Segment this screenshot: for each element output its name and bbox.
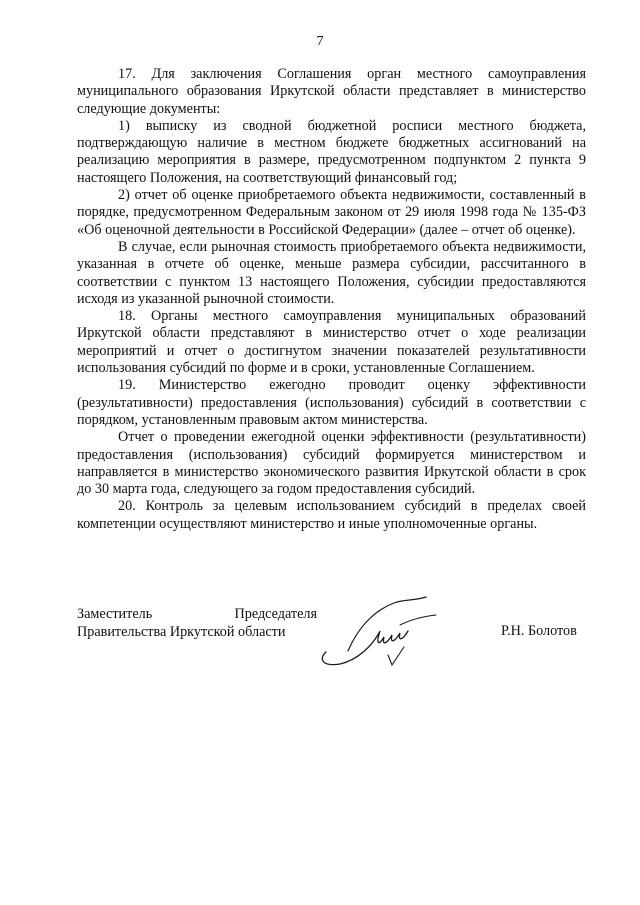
paragraph-assessment-report: Отчет о проведении ежегодной оценки эффективности (результативности) предоставления (использования) субсидий формируется министерством и направляется в министерство экономического развития Иркутской области в срок до 30 марта года, следующего за годом предоставления субсидий. [77, 429, 586, 498]
paragraph-19: 19. Министерство ежегодно проводит оценку эффективности (результативности) предоставления (использования) субсидий в соответствии с порядком, установленным правовым актом министерства. [77, 377, 586, 428]
signatory-title-line2: Правительства Иркутской области [77, 623, 286, 640]
paragraph-20: 20. Контроль за целевым использованием субсидий в пределах своей компетенции осуществляют министерство и иные уполномоченные органы. [77, 498, 586, 532]
signatory-title-word1: Заместитель [77, 606, 153, 622]
paragraph-market-value: В случае, если рыночная стоимость приобретаемого объекта недвижимости, указанная в отчете об оценке, меньше размера субсидии, рассчитанного в соответствии с пунктом 13 настоящего Положения, субсидии предоставляются исходя из указанной рыночной стоимости. [77, 238, 586, 307]
signatory-title [77, 606, 317, 641]
handwritten-signature [318, 595, 443, 675]
paragraph-18: 18. Органы местного самоуправления муниципальных образований Иркутской области представляют в министерство отчет о ходе реализации мероприятий и отчет о достигнутом значении показателей результативности использования субсидий по форме и в сроки, установленные Соглашением. [77, 308, 586, 377]
document-body [77, 66, 586, 533]
paragraph-17-item-2: 2) отчет об оценке приобретаемого объекта недвижимости, составленный в порядке, предусмотренном Федеральным законом от 29 июля 1998 года № 135-ФЗ «Об оценочной деятельности в Российской Федерации» (далее – отчет об оценке). [77, 187, 586, 238]
signatory-title-word2: Председателя [234, 606, 317, 622]
paragraph-17: 17. Для заключения Соглашения орган местного самоуправления муниципального образования Иркутской области представляет в министерство следующие документы: [77, 66, 586, 117]
signatory-name: Р.Н. Болотов [501, 623, 577, 639]
paragraph-17-item-1: 1) выписку из сводной бюджетной росписи местного бюджета, подтверждающую наличие в местном бюджете бюджетных ассигнований на реализацию мероприятия в размере, предусмотренном подпунктом 2 пункта 9 настоящего Положения, на соответствующий финансовый год; [77, 117, 586, 186]
page-number: 7 [316, 34, 324, 49]
